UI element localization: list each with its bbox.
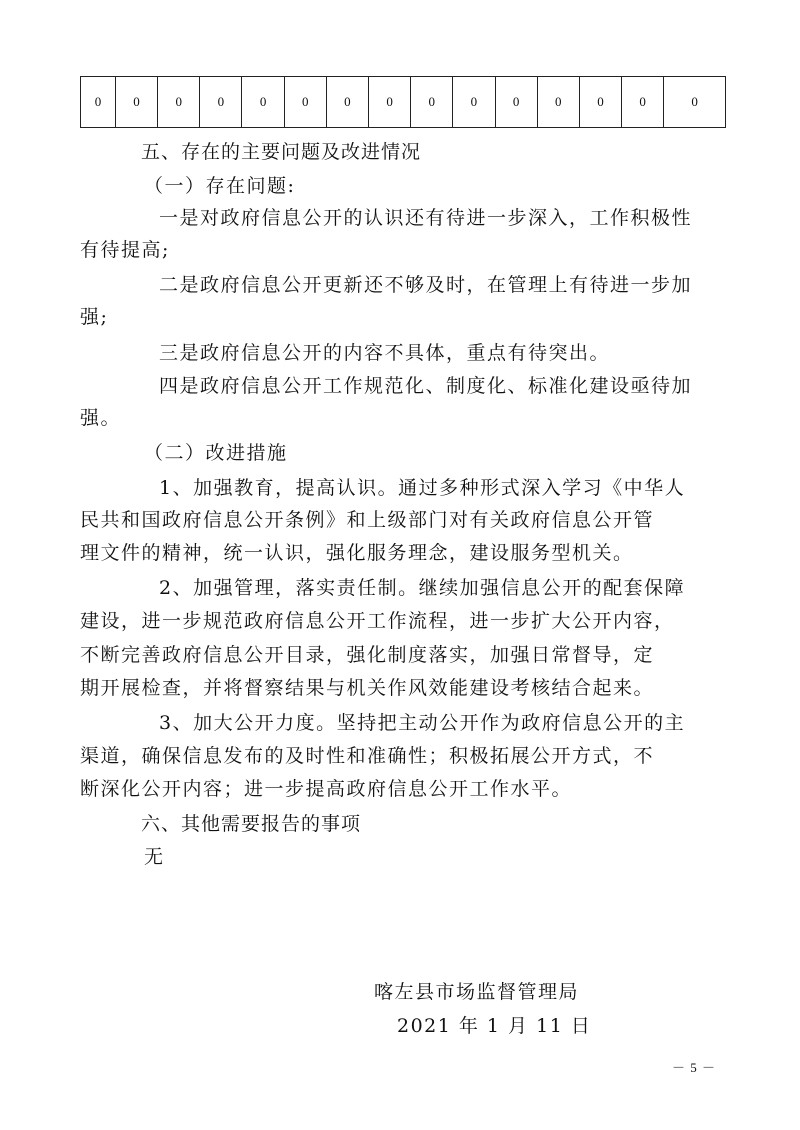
measure-1-line-2: 民共和国政府信息公开条例》和上级部门对有关政府信息公开管 [80,509,655,531]
section5-heading: 五、存在的主要问题及改进情况 [141,141,422,163]
problem-2-line-2: 强; [80,306,109,328]
measure-2-line-3: 不断完善政府信息公开目录，强化制度落实，加强日常督导，定 [80,644,655,666]
table-row [81,77,726,128]
table-cell: 0 [579,77,621,128]
page-number: － 5 － [672,1060,717,1075]
table-cell: 0 [200,77,242,128]
table-cell: 0 [115,77,157,128]
measure-3-line-1: 3、加大公开力度。坚持把主动公开作为政府信息公开的主 [159,712,686,734]
section6-heading: 六、其他需要报告的事项 [141,813,362,835]
table-cell: 0 [622,77,664,128]
measures-title: （二）改进措施 [144,442,288,464]
signature-date: 2021 年 1 月 11 日 [397,1015,592,1037]
problem-3-line-1: 三是政府信息公开的内容不具体，重点有待突出。 [159,342,611,364]
table-cell: 0 [537,77,579,128]
problem-4-line-1: 四是政府信息公开工作规范化、制度化、标准化建设亟待加 [159,375,693,397]
table-cell: 0 [369,77,411,128]
signature-org: 喀左县市场监督管理局 [374,981,580,1003]
stats-table [80,76,726,128]
measure-3-line-3: 断深化公开内容；进一步提高政府信息公开工作水平。 [80,778,573,800]
table-cell: 0 [284,77,326,128]
table-cell: 0 [158,77,200,128]
measure-2-line-2: 建设，进一步规范政府信息公开工作流程，进一步扩大公开内容， [80,610,675,632]
table-cell: 0 [495,77,537,128]
measure-2-line-1: 2、加强管理，落实责任制。继续加强信息公开的配套保障 [159,577,686,599]
section6-content: 无 [144,846,165,868]
table-cell: 0 [411,77,453,128]
problem-4-line-2: 强。 [80,407,122,429]
measure-3-line-2: 渠道，确保信息发布的及时性和准确性；积极拓展公开方式，不 [80,745,655,767]
problem-2-line-1: 二是政府信息公开更新还不够及时，在管理上有待进一步加 [159,274,693,296]
table-cell: 0 [81,77,116,128]
measure-1-line-1: 1、加强教育，提高认识。通过多种形式深入学习《中华人 [159,477,686,499]
measure-2-line-4: 期开展检查，并将督察结果与机关作风效能建设考核结合起来。 [80,677,655,699]
problem-1-line-1: 一是对政府信息公开的认识还有待进一步深入，工作积极性 [159,207,693,229]
table-cell: 0 [453,77,495,128]
table-cell: 0 [664,77,726,128]
measure-1-line-3: 理文件的精神，统一认识，强化服务理念，建设服务型机关。 [80,542,634,564]
table-cell: 0 [326,77,368,128]
problem-1-line-2: 有待提高; [80,239,170,261]
table-cell: 0 [242,77,284,128]
problems-title: （一）存在问题: [144,175,296,197]
